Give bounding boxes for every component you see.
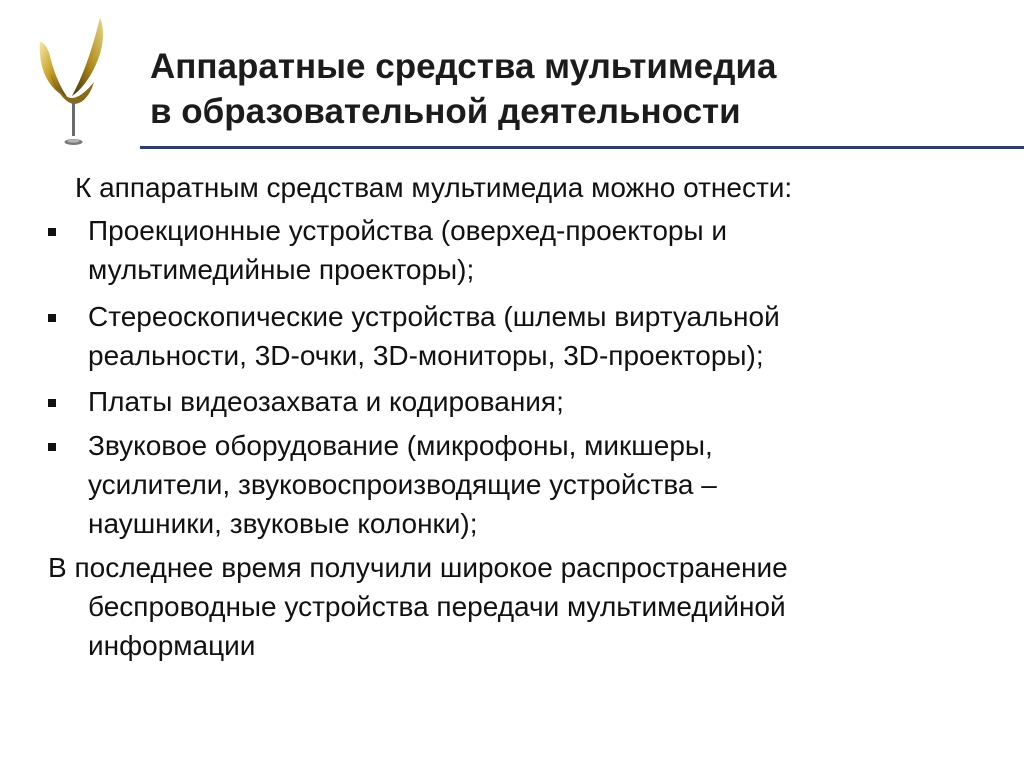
title-divider — [140, 146, 1024, 149]
bullet-item-projection — [88, 211, 988, 289]
closing-line: В последнее время получили широкое распространение — [48, 552, 788, 583]
closing-line: информации — [88, 630, 256, 661]
bullet-item-stereoscopic — [88, 297, 988, 375]
square-bullet-icon — [48, 443, 56, 451]
bullet-line: наушники, звуковые колонки); — [88, 508, 478, 539]
bullet-line: Проекционные устройства (оверхед-проекторы и — [88, 215, 728, 246]
bullet-line: Звуковое оборудование (микрофоны, микшеры, — [88, 430, 713, 461]
goblet-logo-icon — [28, 12, 120, 154]
bullet-line: усилители, звуковоспроизводящие устройства – — [88, 469, 717, 500]
bullet-line: Стереоскопические устройства (шлемы виртуальной — [88, 301, 780, 332]
bullet-line: реальности, 3D-очки, 3D-мониторы, 3D-проекторы); — [88, 340, 764, 371]
closing-line: беспроводные устройства передачи мультимедийной — [88, 591, 786, 622]
square-bullet-icon — [48, 228, 56, 236]
intro-text: К аппаратным средствам мультимедиа можно отнести: — [75, 172, 793, 203]
square-bullet-icon — [48, 314, 56, 322]
bullet-item-capture-cards — [88, 382, 988, 421]
bullet-line: Платы видеозахвата и кодирования; — [88, 386, 564, 417]
slide-title-line-2: в образовательной деятельности — [150, 92, 741, 131]
slide-title-line-1: Аппаратные средства мультимедиа — [150, 47, 777, 86]
slide-title — [150, 44, 970, 134]
closing-paragraph — [48, 548, 988, 665]
square-bullet-icon — [48, 399, 56, 407]
bullet-item-audio — [88, 426, 988, 543]
bullet-line: мультимедийные проекторы); — [88, 254, 475, 285]
